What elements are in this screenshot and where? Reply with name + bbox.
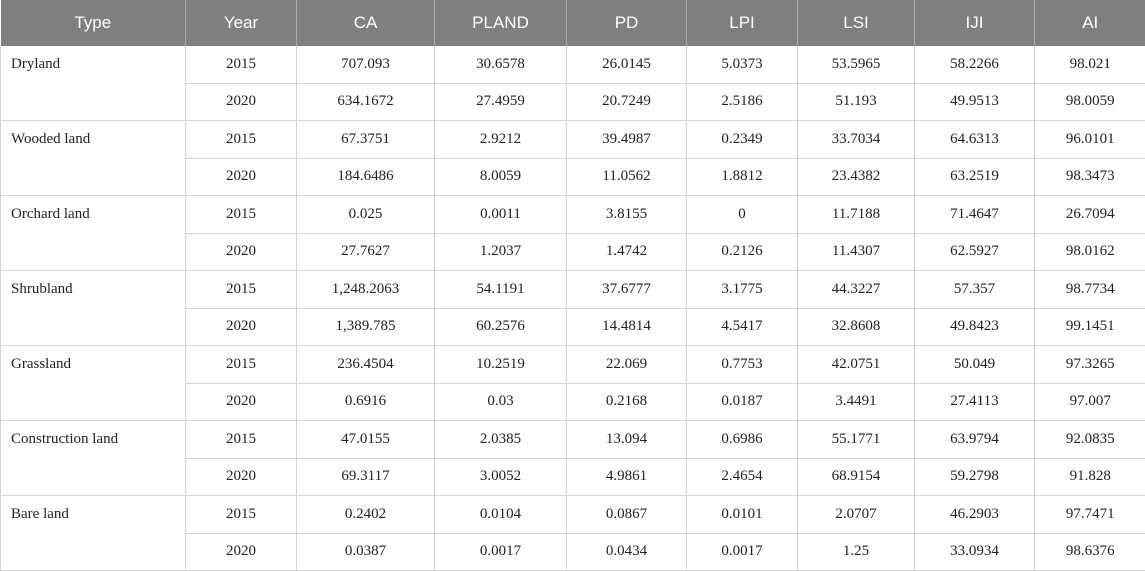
cell-lpi: 0.0187: [687, 383, 798, 421]
header-row: [1, 0, 1145, 46]
cell-pd: 20.7249: [567, 83, 687, 121]
cell-lsi: 42.0751: [798, 346, 915, 384]
cell-pd: 11.0562: [567, 158, 687, 196]
header-ai: AI: [1035, 0, 1145, 46]
cell-lpi: 5.0373: [687, 46, 798, 83]
cell-ai: 98.021: [1035, 46, 1145, 83]
cell-pd: 0.0434: [567, 533, 687, 571]
header-lsi: LSI: [798, 0, 915, 46]
cell-ai: 98.0059: [1035, 83, 1145, 121]
cell-iji: 63.2519: [915, 158, 1035, 196]
cell-year: 2015: [186, 196, 297, 234]
cell-iji: 71.4647: [915, 196, 1035, 234]
cell-lsi: 53.5965: [798, 46, 915, 83]
header-ca: CA: [297, 0, 435, 46]
cell-iji: 57.357: [915, 271, 1035, 309]
cell-type: Bare land: [1, 496, 186, 571]
cell-pland: 0.0017: [435, 533, 567, 571]
cell-ai: 97.7471: [1035, 496, 1145, 534]
table-row: [1, 421, 1145, 459]
cell-ai: 26.7094: [1035, 196, 1145, 234]
cell-year: 2020: [186, 83, 297, 121]
cell-iji: 49.8423: [915, 308, 1035, 346]
cell-lsi: 1.25: [798, 533, 915, 571]
cell-pd: 13.094: [567, 421, 687, 459]
cell-ai: 98.0162: [1035, 233, 1145, 271]
cell-iji: 27.4113: [915, 383, 1035, 421]
cell-lpi: 0.6986: [687, 421, 798, 459]
cell-lpi: 0.0101: [687, 496, 798, 534]
cell-ca: 184.6486: [297, 158, 435, 196]
cell-year: 2020: [186, 308, 297, 346]
cell-iji: 58.2266: [915, 46, 1035, 83]
cell-iji: 64.6313: [915, 121, 1035, 159]
cell-ca: 707.093: [297, 46, 435, 83]
cell-ca: 69.3117: [297, 458, 435, 496]
cell-pland: 60.2576: [435, 308, 567, 346]
cell-year: 2015: [186, 421, 297, 459]
cell-year: 2015: [186, 271, 297, 309]
cell-ca: 67.3751: [297, 121, 435, 159]
cell-lpi: 0.2126: [687, 233, 798, 271]
cell-ca: 0.025: [297, 196, 435, 234]
cell-ca: 0.0387: [297, 533, 435, 571]
cell-iji: 63.9794: [915, 421, 1035, 459]
cell-lsi: 44.3227: [798, 271, 915, 309]
cell-pland: 30.6578: [435, 46, 567, 83]
cell-iji: 50.049: [915, 346, 1035, 384]
cell-lsi: 55.1771: [798, 421, 915, 459]
table-row: [1, 121, 1145, 159]
cell-iji: 33.0934: [915, 533, 1035, 571]
cell-type: Dryland: [1, 46, 186, 121]
cell-ai: 92.0835: [1035, 421, 1145, 459]
cell-pland: 0.0011: [435, 196, 567, 234]
cell-ca: 236.4504: [297, 346, 435, 384]
cell-pd: 4.9861: [567, 458, 687, 496]
cell-pd: 22.069: [567, 346, 687, 384]
cell-iji: 49.9513: [915, 83, 1035, 121]
cell-ai: 97.3265: [1035, 346, 1145, 384]
cell-ai: 96.0101: [1035, 121, 1145, 159]
header-pd: PD: [567, 0, 687, 46]
cell-ca: 27.7627: [297, 233, 435, 271]
cell-pd: 3.8155: [567, 196, 687, 234]
cell-lpi: 3.1775: [687, 271, 798, 309]
cell-ai: 97.007: [1035, 383, 1145, 421]
cell-year: 2020: [186, 158, 297, 196]
header-iji: IJI: [915, 0, 1035, 46]
cell-ai: 98.7734: [1035, 271, 1145, 309]
cell-type: Construction land: [1, 421, 186, 496]
header-year: Year: [186, 0, 297, 46]
cell-lsi: 51.193: [798, 83, 915, 121]
cell-lsi: 3.4491: [798, 383, 915, 421]
cell-type: Wooded land: [1, 121, 186, 196]
cell-pland: 27.4959: [435, 83, 567, 121]
cell-lsi: 33.7034: [798, 121, 915, 159]
cell-ai: 98.6376: [1035, 533, 1145, 571]
cell-lpi: 0.0017: [687, 533, 798, 571]
cell-type: Shrubland: [1, 271, 186, 346]
table-body: [1, 46, 1145, 571]
cell-year: 2015: [186, 346, 297, 384]
cell-ai: 91.828: [1035, 458, 1145, 496]
cell-year: 2020: [186, 458, 297, 496]
cell-ca: 0.2402: [297, 496, 435, 534]
cell-lpi: 0.2349: [687, 121, 798, 159]
cell-pd: 1.4742: [567, 233, 687, 271]
cell-ca: 1,389.785: [297, 308, 435, 346]
table-row: [1, 346, 1145, 384]
cell-lpi: 2.4654: [687, 458, 798, 496]
cell-ai: 99.1451: [1035, 308, 1145, 346]
cell-ca: 0.6916: [297, 383, 435, 421]
cell-type: Orchard land: [1, 196, 186, 271]
cell-iji: 59.2798: [915, 458, 1035, 496]
cell-pland: 0.0104: [435, 496, 567, 534]
cell-pland: 0.03: [435, 383, 567, 421]
cell-year: 2015: [186, 46, 297, 83]
header-lpi: LPI: [687, 0, 798, 46]
cell-lsi: 11.4307: [798, 233, 915, 271]
cell-pland: 3.0052: [435, 458, 567, 496]
table-row: [1, 271, 1145, 309]
cell-ca: 1,248.2063: [297, 271, 435, 309]
cell-pland: 10.2519: [435, 346, 567, 384]
table-row: [1, 196, 1145, 234]
cell-pd: 0.0867: [567, 496, 687, 534]
cell-pland: 1.2037: [435, 233, 567, 271]
cell-lpi: 0: [687, 196, 798, 234]
cell-year: 2020: [186, 383, 297, 421]
cell-year: 2020: [186, 533, 297, 571]
cell-pd: 39.4987: [567, 121, 687, 159]
cell-type: Grassland: [1, 346, 186, 421]
cell-pd: 26.0145: [567, 46, 687, 83]
cell-lsi: 23.4382: [798, 158, 915, 196]
table-row: [1, 46, 1145, 83]
cell-lsi: 11.7188: [798, 196, 915, 234]
cell-year: 2015: [186, 496, 297, 534]
header-type: Type: [1, 0, 186, 46]
cell-iji: 46.2903: [915, 496, 1035, 534]
cell-pd: 0.2168: [567, 383, 687, 421]
cell-year: 2020: [186, 233, 297, 271]
cell-lsi: 32.8608: [798, 308, 915, 346]
cell-ai: 98.3473: [1035, 158, 1145, 196]
cell-lsi: 2.0707: [798, 496, 915, 534]
cell-lpi: 4.5417: [687, 308, 798, 346]
cell-lpi: 1.8812: [687, 158, 798, 196]
cell-pd: 14.4814: [567, 308, 687, 346]
cell-lsi: 68.9154: [798, 458, 915, 496]
table-row: [1, 496, 1145, 534]
cell-pland: 8.0059: [435, 158, 567, 196]
cell-ca: 47.0155: [297, 421, 435, 459]
header-pland: PLAND: [435, 0, 567, 46]
cell-pland: 54.1191: [435, 271, 567, 309]
cell-lpi: 2.5186: [687, 83, 798, 121]
cell-iji: 62.5927: [915, 233, 1035, 271]
cell-ca: 634.1672: [297, 83, 435, 121]
cell-year: 2015: [186, 121, 297, 159]
cell-pland: 2.9212: [435, 121, 567, 159]
cell-pland: 2.0385: [435, 421, 567, 459]
cell-lpi: 0.7753: [687, 346, 798, 384]
cell-pd: 37.6777: [567, 271, 687, 309]
